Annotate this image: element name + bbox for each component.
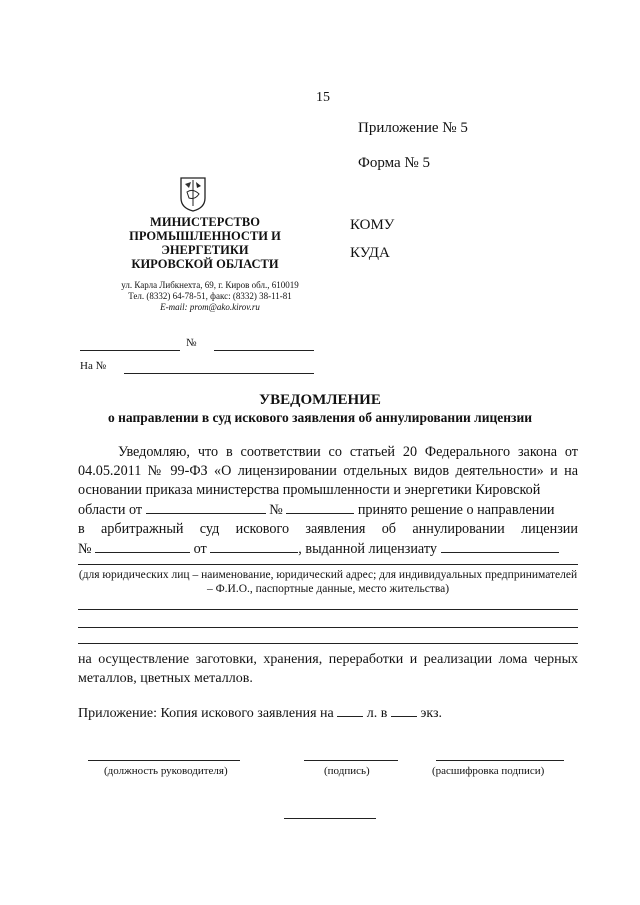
ministry-address — [90, 280, 330, 313]
order-date-label: области от — [78, 502, 143, 518]
licensee-caption: (для юридических лиц – наименование, юридический адрес; для индивидуальных предпринимателей – Ф.И.О., паспортные данные, место жительства) — [78, 569, 578, 595]
body-line-court: в арбитражный суд искового заявления об аннулировании лицензии — [78, 521, 578, 537]
number-line — [214, 350, 314, 351]
ministry-name — [100, 215, 310, 271]
attachment-line — [78, 703, 442, 722]
ministry-line: МИНИСТЕРСТВО — [150, 215, 260, 229]
position-caption: (должность руководителя) — [104, 765, 228, 777]
licensee-blank — [441, 539, 559, 553]
page-number: 15 — [316, 90, 330, 105]
position-line — [88, 760, 240, 761]
order-number-label: № — [269, 502, 283, 518]
licensee-name-line — [78, 564, 578, 565]
appendix-label: Приложение № 5 — [358, 120, 468, 136]
footer-line — [284, 818, 376, 819]
email-line: E-mail: prom@ako.kirov.ru — [160, 302, 260, 312]
address-line: ул. Карла Либкнехта, 69, г. Киров обл., 610019 — [121, 280, 299, 290]
attachment-label: Приложение: Копия искового заявления на — [78, 706, 334, 721]
decision-text: принято решение о направлении — [357, 502, 555, 518]
sheets-blank — [337, 703, 363, 717]
body-line-license — [78, 539, 578, 559]
reference-label: На № — [80, 360, 107, 372]
form-label: Форма № 5 — [358, 155, 430, 171]
coat-of-arms-icon — [179, 176, 207, 212]
body-paragraph: Уведомляю, что в соответствии со статьей 20 Федерального закона от 04.05.2011 № 99-ФЗ «О лицензировании отдельных видов деятельности» и на основании приказа министерства промышленности и энергетики Кировской — [78, 444, 578, 498]
blank-line — [78, 643, 578, 644]
signature-caption: (подпись) — [324, 765, 370, 777]
decoding-caption: (расшифровка подписи) — [432, 765, 545, 777]
sheets-label: л. в — [366, 706, 388, 721]
phone-line: Тел. (8332) 64-78-51, факс: (8332) 38-11-81 — [128, 291, 292, 301]
license-number-label: № — [78, 541, 92, 557]
notification-body — [78, 443, 578, 559]
license-purpose: на осуществление заготовки, хранения, переработки и реализации лома черных металлов, цветных металлов. — [78, 652, 578, 686]
copies-label: экз. — [420, 706, 443, 721]
licensee-label: , выданной лицензиату — [298, 541, 437, 557]
reference-line — [124, 373, 314, 374]
signature-line — [304, 760, 398, 761]
number-sign: № — [186, 337, 197, 349]
license-date-blank — [210, 539, 298, 553]
document-title: УВЕДОМЛЕНИЕ — [259, 392, 381, 408]
ministry-line: КИРОВСКОЙ ОБЛАСТИ — [131, 257, 279, 271]
license-number-blank — [95, 539, 190, 553]
date-line — [80, 350, 180, 351]
ministry-line: ЭНЕРГЕТИКИ — [161, 243, 249, 257]
blank-line — [78, 627, 578, 628]
to-whom-label: КОМУ — [350, 217, 395, 233]
copies-blank — [391, 703, 417, 717]
where-label: КУДА — [350, 245, 390, 261]
decoding-line — [436, 760, 564, 761]
order-date-blank — [146, 500, 266, 514]
order-number-blank — [286, 500, 354, 514]
blank-line — [78, 609, 578, 610]
license-date-label: от — [193, 541, 207, 557]
ministry-line: ПРОМЫШЛЕННОСТИ И — [129, 229, 281, 243]
body-line-order — [78, 500, 578, 520]
document-subtitle: о направлении в суд искового заявления об аннулировании лицензии — [107, 410, 533, 425]
